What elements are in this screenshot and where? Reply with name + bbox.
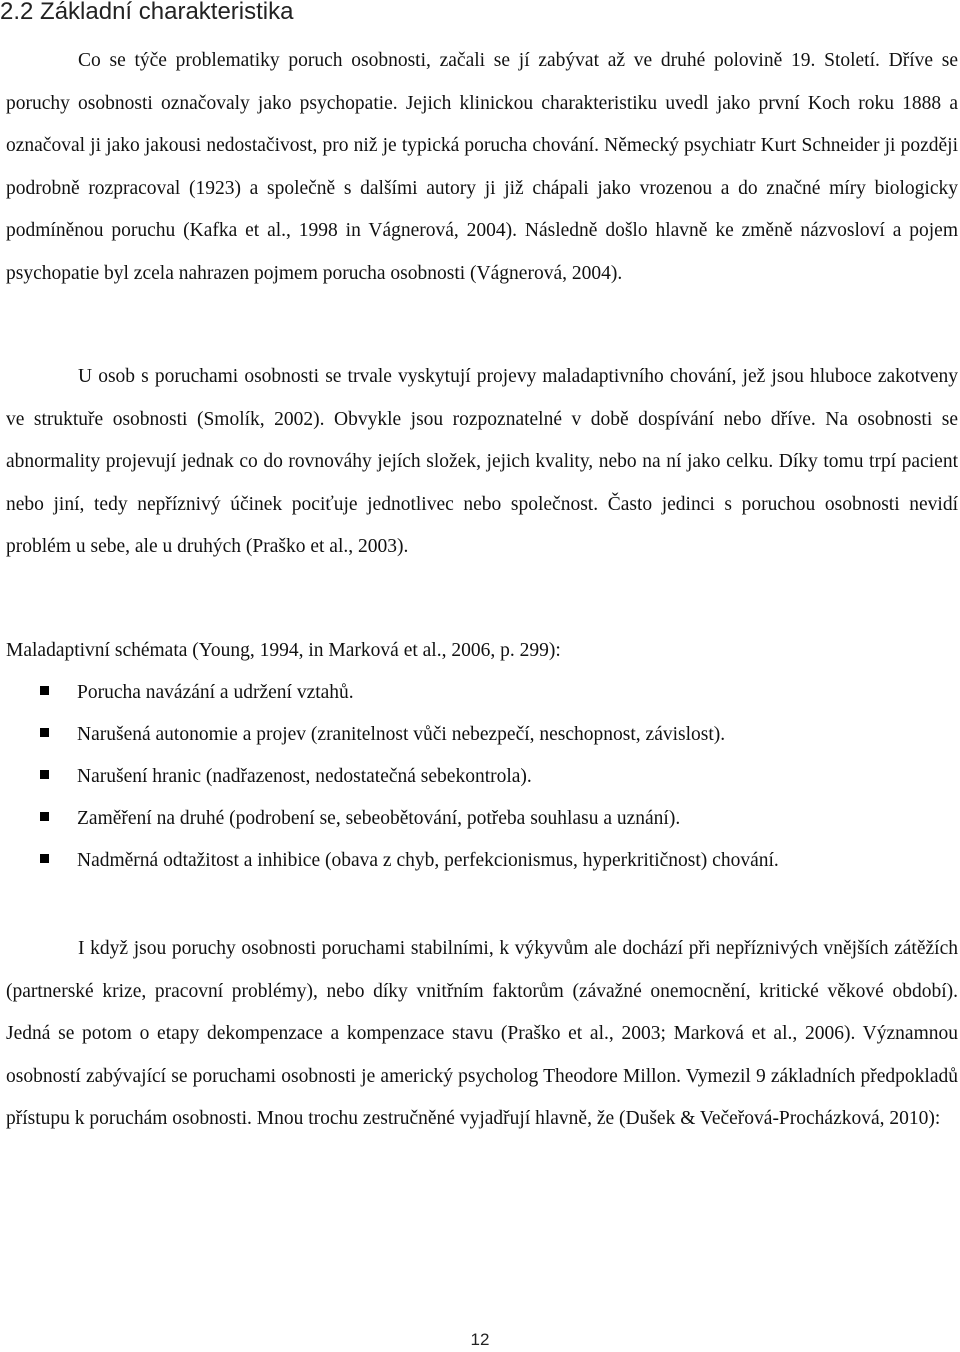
list-item xyxy=(0,756,960,798)
list-item-text: Narušená autonomie a projev (zranitelnost vůči nebezpečí, neschopnost, závislost). xyxy=(77,724,726,745)
list-item-text: Narušení hranic (nadřazenost, nedostatečná sebekontrola). xyxy=(77,766,532,787)
list-item xyxy=(0,798,960,840)
schemas-intro: Maladaptivní schémata (Young, 1994, in Marková et al., 2006, p. 299): xyxy=(6,640,561,661)
square-bullet-icon xyxy=(40,728,49,737)
list-item-text: Zaměření na druhé (podrobení se, sebeobětování, potřeba souhlasu a uznání). xyxy=(77,808,681,829)
square-bullet-icon xyxy=(40,770,49,779)
paragraph-history: Co se týče problematiky poruch osobnosti, začali se jí zabývat až ve druhé polovině 19. Století. Dříve se poruchy osobnosti označovaly jako psychopatie. Jejich klinickou charakteristiku uvedl jako první Koch roku 1888 a označoval ji jako jakousi nedostačivost, pro niž je typická porucha chování. Německý psychiatr Kurt Schneider ji později podrobně rozpracoval (1923) a společně s dalšími autory ji již chápali jako vrozenou a do značné míry biologicky podmíněnou poruchu (Kafka et al., 1998 in Vágnerová, 2004). Následně došlo hlavně ke změně názvosloví a pojem psychopatie byl zcela nahrazen pojmem porucha osobnosti (Vágnerová, 2004). xyxy=(6,50,958,284)
paragraph-stability: I když jsou poruchy osobnosti poruchami stabilními, k výkyvům ale dochází při nepříznivých vnějších zátěžích (partnerské krize, pracovní problémy), nebo díky vnitřním faktorům (závažné onemocnění, kritické věkové období). Jedná se potom o etapy dekompenzace a kompenzace stavu (Praško et al., 2003; Marková et al., 2006). Významnou osobností zabývající se poruchami osobnosti je americký psycholog Theodore Millon. Vymezil 9 základních předpokladů přístupu k poruchám osobnosti. Mnou trochu zestručněné vyjadřují hlavně, že (Dušek & Večeřová-Procházková, 2010): xyxy=(6,938,958,1129)
square-bullet-icon xyxy=(40,686,49,695)
list-item-text: Porucha navázání a udržení vztahů. xyxy=(77,682,354,703)
list-item xyxy=(0,714,960,756)
square-bullet-icon xyxy=(40,854,49,863)
section-heading: 2.2 Základní charakteristika xyxy=(0,0,294,25)
list-item xyxy=(0,672,960,714)
list-item-text: Nadměrná odtažitost a inhibice (obava z chyb, perfekcionismus, hyperkritičnost) chování. xyxy=(77,850,779,871)
page-number: 12 xyxy=(470,1330,490,1349)
square-bullet-icon xyxy=(40,812,49,821)
schemas-list xyxy=(0,672,960,882)
list-item xyxy=(0,840,960,882)
paragraph-maladaptive-behavior: U osob s poruchami osobnosti se trvale vyskytují projevy maladaptivního chování, jež jsou hluboce zakotveny ve struktuře osobnosti (Smolík, 2002). Obvykle jsou rozpoznatelné v době dospívání nebo dříve. Na osobnosti se abnormality projevují jednak co do rovnováhy jejích složek, jejich kvality, nebo na ní jako celku. Díky tomu trpí pacient nebo jiní, tedy nepříznivý účinek pociťuje jednotlivec nebo společnost. Často jedinci s poruchou osobnosti nevidí problém u sebe, ale u druhých (Praško et al., 2003). xyxy=(6,366,958,557)
